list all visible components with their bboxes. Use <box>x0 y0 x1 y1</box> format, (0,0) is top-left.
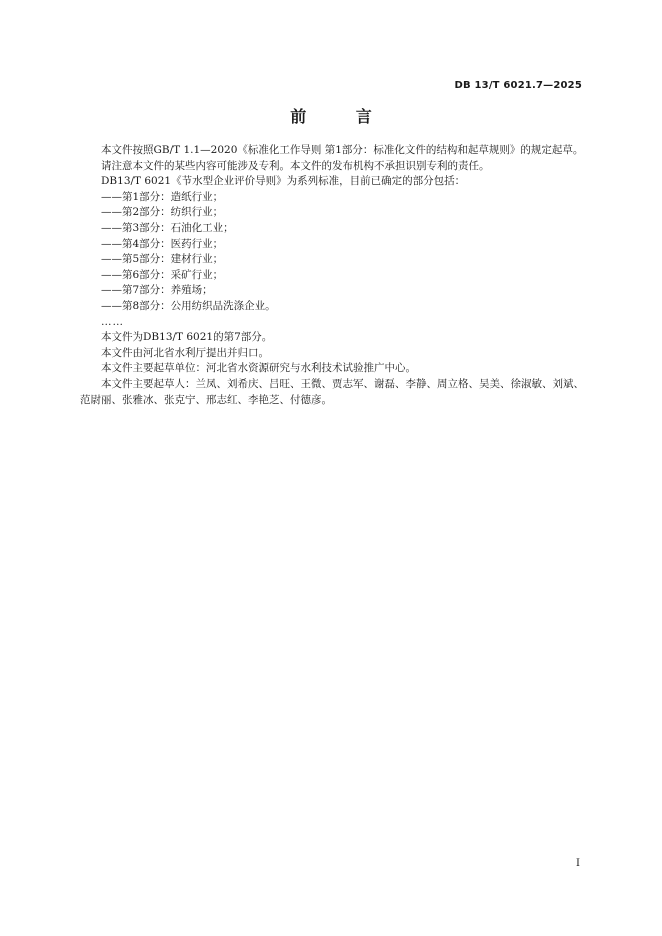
foreword-body <box>80 143 584 408</box>
list-item-part-8: ——第8部分：公用纺织品洗涤企业。 <box>101 299 276 312</box>
paragraph-patent-notice: 请注意本文件的某些内容可能涉及专利。本文件的发布机构不承担识别专利的责任。 <box>101 159 490 172</box>
list-item-part-3: ——第3部分：石油化工业； <box>101 221 234 234</box>
paragraph-drafters: 本文件主要起草人：兰凤、刘希庆、吕旺、王微、贾志军、谢磊、李静、周立格、吴美、徐淑敏、刘斌、范尉丽、张雅冰、张克宁、邢志红、李艳芝、付德彦。 <box>80 377 584 406</box>
list-item-part-1: ——第1部分：造纸行业； <box>101 190 224 203</box>
list-ellipsis: …… <box>101 315 124 328</box>
list-item-part-2: ——第2部分：纺织行业； <box>101 206 224 219</box>
document-code: DB 13/T 6021.7—2025 <box>454 80 582 91</box>
page-number: I <box>576 858 580 869</box>
list-item-part-4: ——第4部分：医药行业； <box>101 237 224 250</box>
paragraph-drafting-unit: 本文件主要起草单位：河北省水资源研究与水利技术试验推广中心。 <box>101 362 416 375</box>
paragraph-part-statement: 本文件为DB13/T 6021的第7部分。 <box>101 331 273 344</box>
paragraph-proposer: 本文件由河北省水利厅提出并归口。 <box>101 346 269 359</box>
list-item-part-5: ——第5部分：建材行业； <box>101 253 224 266</box>
paragraph-series-intro: DB13/T 6021《节水型企业评价导则》为系列标准，目前已确定的部分包括： <box>101 175 466 188</box>
paragraph-drafting-rules: 本文件按照GB/T 1.1—2020《标准化工作导则 第1部分：标准化文件的结构和起草规则》的规定起草。 <box>101 144 584 156</box>
list-item-part-6: ——第6部分：采矿行业； <box>101 268 224 281</box>
list-item-part-7: ——第7部分：养殖场； <box>101 284 213 297</box>
page-title: 前 言 <box>290 107 394 126</box>
